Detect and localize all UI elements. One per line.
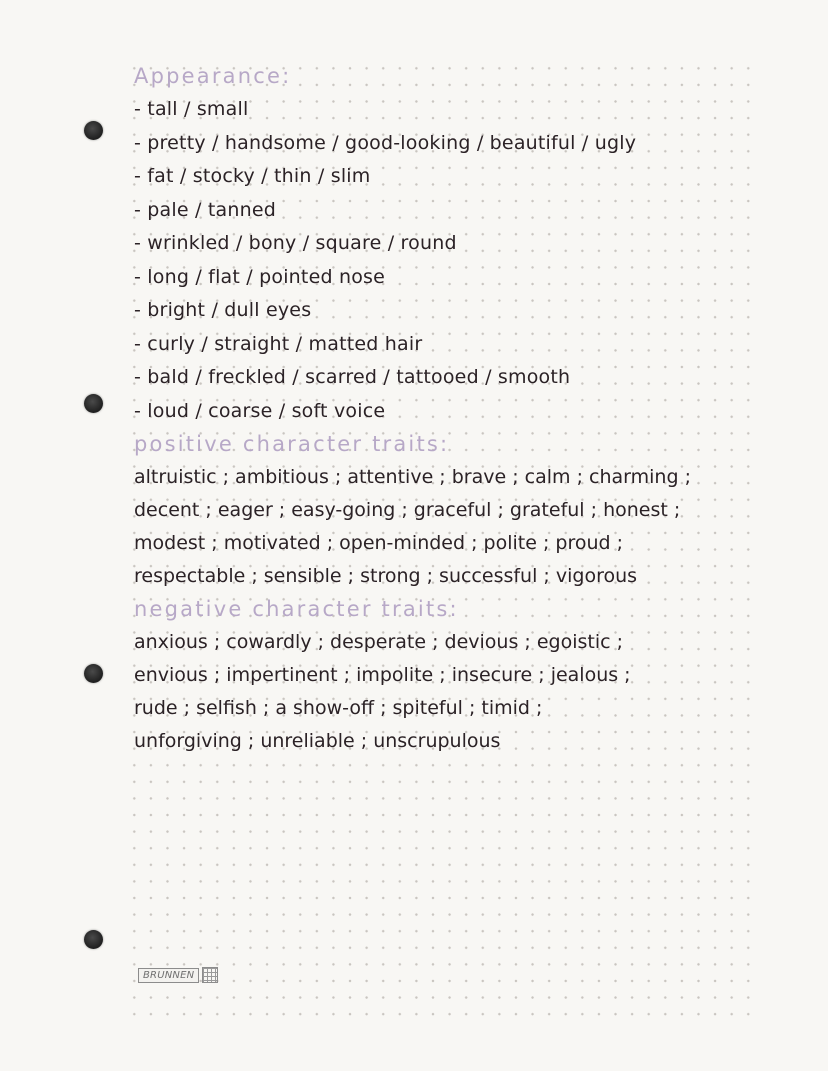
positive-traits-section xyxy=(134,428,754,593)
list-item: - pale / tanned xyxy=(134,198,276,221)
punch-hole xyxy=(84,664,103,683)
paper-top-margin xyxy=(0,0,828,58)
brand-grid-icon xyxy=(202,967,218,983)
text-line: rude ; selfish ; a show-off ; spiteful ; timid ; xyxy=(134,697,543,719)
appearance-section xyxy=(134,60,754,428)
text-line: envious ; impertinent ; impolite ; insecure ; jealous ; xyxy=(134,664,631,686)
paper-bottom-margin xyxy=(0,1023,828,1071)
text-line: modest ; motivated ; open-minded ; polite ; proud ; xyxy=(134,532,624,554)
punch-hole xyxy=(84,930,103,949)
paper-right-margin xyxy=(754,0,828,1071)
text-line: anxious ; cowardly ; desperate ; devious ; egoistic ; xyxy=(134,631,624,653)
list-item: - long / flat / pointed nose xyxy=(134,265,386,288)
notes-content xyxy=(134,60,754,758)
list-item: - bright / dull eyes xyxy=(134,299,312,321)
list-item: - fat / stocky / thin / slim xyxy=(134,165,371,187)
paper-left-margin xyxy=(0,0,122,1071)
list-item: - curly / straight / matted hair xyxy=(134,332,423,355)
list-item: - wrinkled / bony / square / round xyxy=(134,232,457,254)
punch-hole xyxy=(84,394,103,413)
text-line: unforgiving ; unreliable ; unscrupulous xyxy=(134,730,501,752)
list-item: - tall / small xyxy=(134,98,249,120)
brand-name: BRUNNEN xyxy=(138,968,199,983)
list-item: - pretty / handsome / good-looking / beautiful / ugly xyxy=(134,131,637,154)
text-line: altruistic ; ambitious ; attentive ; brave ; calm ; charming ; xyxy=(134,466,691,488)
list-item: - bald / freckled / scarred / tattooed / smooth xyxy=(134,366,571,388)
negative-traits-section xyxy=(134,593,754,758)
section-heading: Appearance: xyxy=(134,64,292,88)
section-heading: positive character traits: xyxy=(134,432,450,456)
list-item: - loud / coarse / soft voice xyxy=(134,399,386,422)
text-line: respectable ; sensible ; strong ; successful ; vigorous xyxy=(134,565,638,587)
punch-hole xyxy=(84,121,103,140)
section-heading: negative character traits: xyxy=(134,597,459,621)
brand-logo xyxy=(138,967,218,983)
text-line: decent ; eager ; easy-going ; graceful ; grateful ; honest ; xyxy=(134,499,681,521)
